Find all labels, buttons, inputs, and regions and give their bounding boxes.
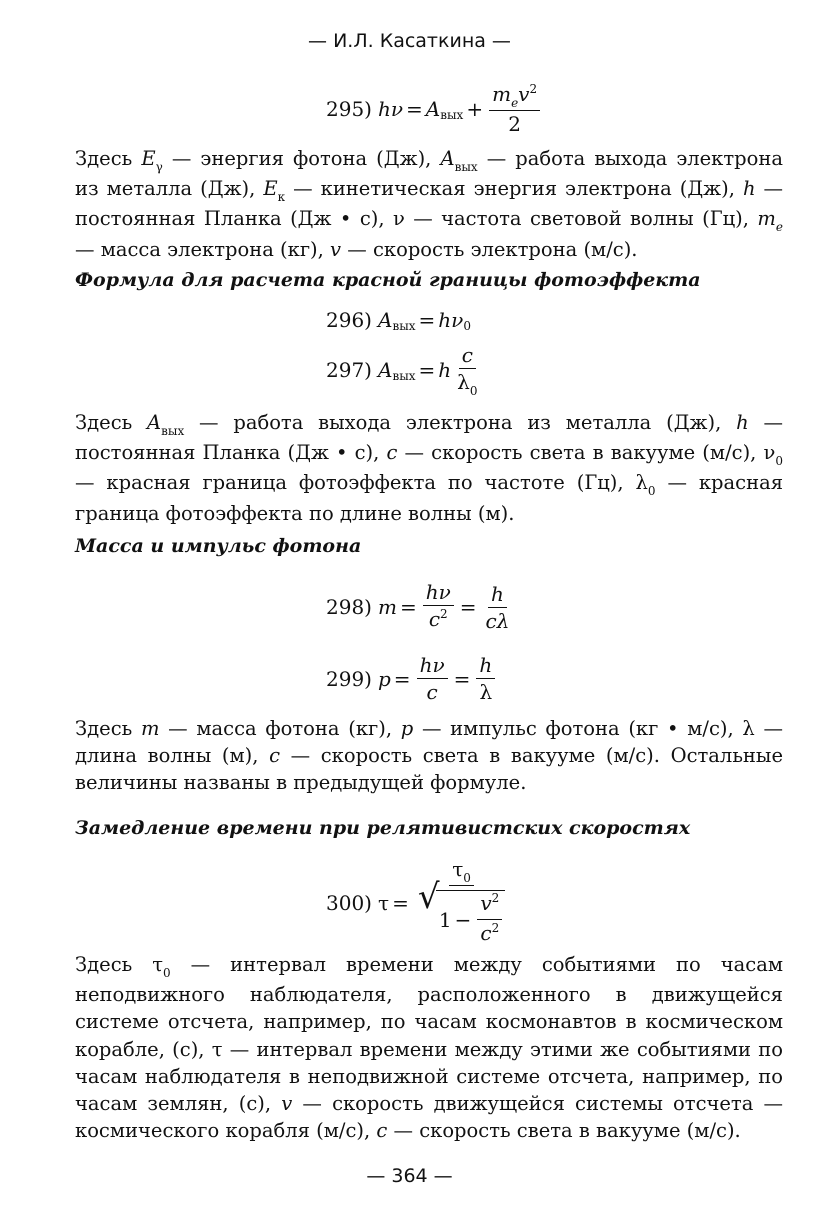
subscript: 0 [463,871,471,885]
formula-term: m [377,595,397,619]
fraction [476,653,495,704]
denominator: 2 [508,112,521,136]
text-run: — работа выхода электрона из металла (Дж), [184,411,737,434]
symbol: h [736,411,749,434]
formula-term: h [438,358,452,382]
symbol: v [281,1092,293,1116]
subscript: 0 [163,966,171,980]
denominator [415,877,508,948]
numerator: hν [417,653,448,679]
denominator [454,369,480,397]
paragraph-photon-mass [75,715,783,797]
symbol: p [400,717,414,740]
formula-296 [326,308,471,332]
fraction [489,82,540,136]
formula-298 [326,580,515,634]
symbol: m [757,207,776,231]
formula-term: τ [452,857,464,881]
fraction [477,891,502,948]
text-run: — импульс фотона (кг • м/с), λ — длина волны (м), [75,717,784,768]
square-root [417,877,505,948]
subscript: вых [392,319,416,333]
equals-sign: = [406,97,423,121]
plus-sign: + [466,97,484,121]
formula-term: 1 [438,907,452,932]
numerator: c [459,343,476,369]
symbol: m [140,717,160,740]
fraction [423,580,454,634]
text-run: — энергия фотона (Дж), [162,147,441,170]
formula-number: 297) [326,358,372,382]
text-run: — работа выхода электрона из металла (Дж), [75,147,783,201]
fraction [417,653,448,704]
denominator: cλ [485,608,510,633]
equals-sign: = [399,595,417,619]
subscript: к [277,190,286,205]
formula-term: c [428,607,441,631]
formula-term: v [480,891,492,915]
text-run: Здесь [75,147,142,170]
text-run: — скорость движущейся системы отсчета — космического корабля (м/с), [75,1092,783,1143]
equals-sign: = [418,358,436,382]
minus-sign: − [454,907,472,932]
text-run: — постоянная Планка (Дж • с), [75,411,783,465]
symbol: c [376,1119,388,1143]
formula-term: m [492,82,512,106]
denominator [426,606,451,634]
paragraph-time-dilation [75,951,783,1144]
text-run: Здесь [75,717,141,740]
formula-299 [326,653,498,704]
formula-300 [326,857,511,948]
formula-297 [326,343,484,397]
formula-term: A [425,97,441,121]
text-run: — масса электрона (кг), [75,237,331,261]
text-run: — скорость света в вакууме (м/с). [387,1119,741,1143]
formula-term: c [480,921,492,945]
subscript: e [511,96,519,110]
text-run: — постоянная Планка (Дж • с), ν — частота световой волны (Гц), [75,177,784,231]
formula-term: p [377,666,391,691]
section-heading-time-dilation: Замедление времени при релятивистских скоростях [75,817,691,839]
section-heading-photon-mass: Масса и импульс фотона [75,535,362,557]
symbol: E [263,177,278,201]
text-run: Здесь [75,411,148,434]
symbol: E [141,147,156,170]
denominator: c [426,680,438,704]
text-run: — красная граница фотоэффекта по частоте (Гц), λ [75,471,648,495]
formula-number: 300) [326,890,372,915]
text-run: — красная граница фотоэффекта по длине волны (м). [75,471,783,525]
symbol: c [386,441,398,465]
subscript: 0 [463,319,471,333]
formula-term: λ [457,370,470,394]
numerator [489,82,540,111]
numerator: h [476,653,495,679]
symbol: c [269,744,281,768]
superscript: 2 [529,82,538,96]
formula-term: v [518,82,530,106]
formula-number: 295) [326,97,372,121]
superscript: 2 [440,607,448,621]
numerator: hν [423,580,454,606]
equals-sign: = [392,890,409,915]
superscript: 2 [491,891,500,905]
section-heading-red-limit: Формула для расчета красной границы фотоэффекта [75,269,701,291]
page-number: — 364 — [366,1165,453,1187]
formula-number: 299) [326,666,372,691]
formula-term: A [377,358,393,382]
formula-295 [326,82,543,136]
subscript: γ [155,160,163,174]
equals-sign: = [418,308,436,332]
paragraph-red-limit [75,409,783,527]
fraction [415,857,508,948]
formula-term: A [377,308,393,332]
formula-term: τ [377,890,390,915]
subscript: вых [454,160,478,174]
sqrt-sign: √ [417,877,440,917]
subscript: e [775,220,783,235]
equals-sign: = [393,666,411,691]
numerator [477,891,502,920]
formula-term: hν [438,308,464,332]
symbol: A [440,147,455,170]
page-header: — И.Л. Касаткина — [308,30,511,52]
symbol: A [147,411,162,434]
numerator [449,857,474,886]
formula-number: 298) [326,595,372,619]
symbol: h [742,177,756,201]
fraction [483,582,513,633]
equals-sign: = [459,595,477,619]
subscript: 0 [469,384,478,398]
symbol: v [330,237,342,261]
text-run: — интервал времени между событиями по часам неподвижного наблюдателя, расположенного в движущейся системе отсчета, например, по часам космонавтов в космическом корабле, (с), τ — интервал времени между этими же событиями по часам наблюдателя в неподвижной системе отсчета, например, по часам землян, (с), [75,953,783,1116]
text-run: Здесь τ [75,953,164,976]
paragraph-photoeffect [75,145,783,263]
subscript: вых [161,424,185,438]
subscript: вых [440,108,464,122]
numerator: h [488,582,507,608]
formula-number: 296) [326,308,372,332]
text-run: — кинетическая энергия электрона (Дж), [285,177,743,201]
text-run: — скорость света в вакууме (м/с). Остальные величины названы в предыдущей формуле. [75,744,783,795]
denominator: λ [479,680,493,704]
equals-sign: = [453,666,471,691]
fraction [454,343,480,397]
subscript: вых [392,369,416,383]
denominator [477,920,502,948]
subscript: 0 [775,454,783,469]
text-run: — масса фотона (кг), [159,717,401,740]
subscript: 0 [647,484,656,499]
text-run: — скорость света в вакууме (м/с), ν [397,441,776,465]
superscript: 2 [491,921,500,935]
text-run: — скорость электрона (м/с). [341,237,638,261]
formula-term: hν [377,97,404,121]
